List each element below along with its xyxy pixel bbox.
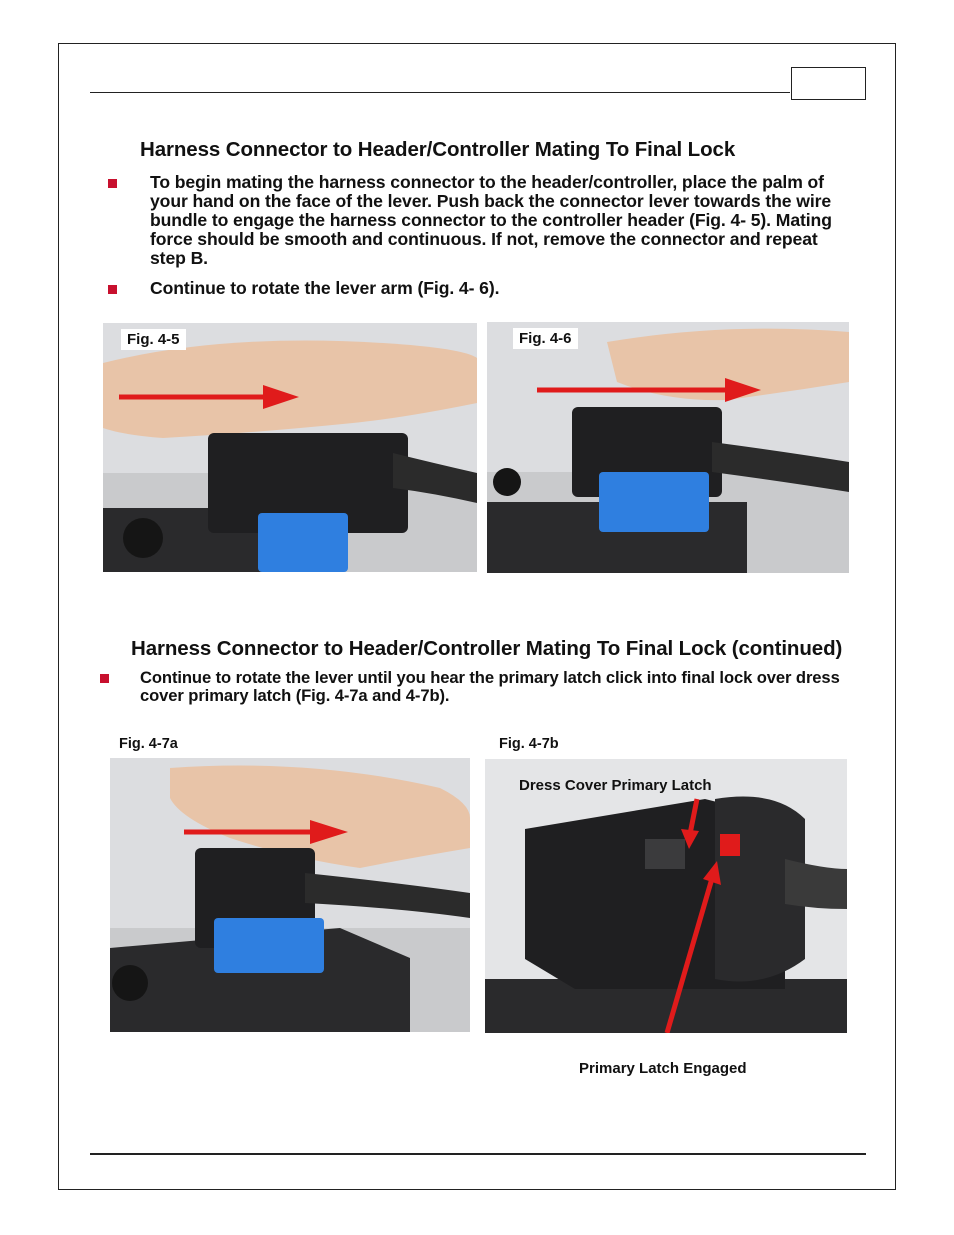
page-number-box [791,67,866,100]
bullet-marker [108,179,117,188]
section-1-paragraph-2: Continue to rotate the lever arm (Fig. 4- 6). [150,278,500,298]
figure-4-6-photo [487,322,849,573]
figure-4-7b-caption: Fig. 4-7b [499,736,559,752]
section-1-paragraph-1: To begin mating the harness connector to the header/controller, place the palm of your hand on the face of the lever. Push back the connector lever towards the wire bundle to engage the harness connector to the controller header (Fig. 4- 5). Mating force should be smooth and continuous. If not, remove the connector and repeat step B. [150,172,832,268]
figure-4-5-label: Fig. 4-5 [121,329,186,350]
bullet-marker [108,285,117,294]
figure-4-7a-photo [110,758,470,1032]
section-2-title: Harness Connector to Header/Controller Mating To Final Lock (continued) [131,637,843,660]
section-1-title: Harness Connector to Header/Controller Mating To Final Lock [140,138,736,161]
section-2-paragraph-1: Continue to rotate the lever until you hear the primary latch click into final lock over dress cover primary latch (Fig. 4-7a and 4-7b). [140,668,840,705]
dress-cover-primary-latch-callout: Dress Cover Primary Latch [519,777,712,794]
figure-4-7a-caption: Fig. 4-7a [119,736,178,752]
header-rule [90,92,790,93]
primary-latch-engaged-callout: Primary Latch Engaged [579,1060,747,1077]
bullet-marker [100,674,109,683]
figure-4-5-photo [103,323,477,572]
figure-4-7b-photo [485,759,847,1033]
figure-4-6-label: Fig. 4-6 [513,328,578,349]
footer-rule [90,1153,866,1155]
